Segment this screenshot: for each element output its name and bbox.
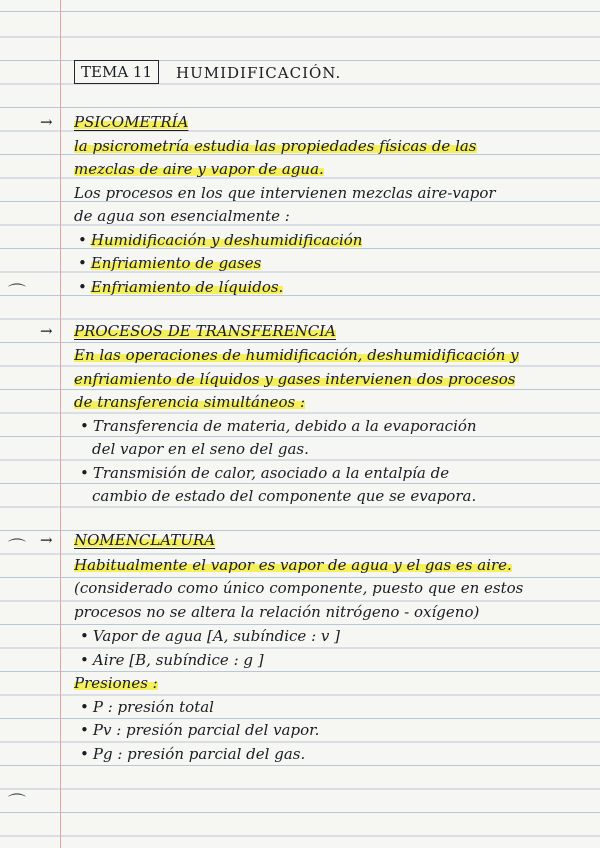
bullet-icon: • — [80, 417, 89, 435]
bullet-icon: • — [80, 745, 89, 763]
paragraph-line: enfriamiento de líquidos y gases intervienen dos procesos — [74, 370, 516, 388]
paragraph-line: (considerado como único componente, puesto que en estos — [74, 579, 524, 597]
list-item: • Enfriamiento de gases — [78, 254, 262, 272]
arrow-icon: → — [40, 113, 53, 131]
list-item: • P : presión total — [80, 698, 214, 716]
list-item: • Pv : presión parcial del vapor. — [80, 721, 320, 739]
binder-ring-icon: ⌒ — [8, 793, 26, 814]
bullet-icon: • — [78, 231, 87, 249]
bullet-icon: • — [80, 627, 89, 645]
bullet-icon: • — [80, 698, 89, 716]
paragraph-line: procesos no se altera la relación nitrógeno - oxígeno) — [74, 603, 480, 621]
list-item: • Enfriamiento de líquidos. — [78, 278, 284, 296]
paragraph-line: Habitualmente el vapor es vapor de agua y el gas es aire. — [74, 556, 512, 574]
section-heading-psicometria: PSICOMETRÍA — [74, 113, 189, 131]
list-item: • Transmisión de calor, asociado a la entalpía de — [80, 464, 450, 482]
paragraph-line: mezclas de aire y vapor de agua. — [74, 160, 324, 178]
bullet-icon: • — [80, 651, 89, 669]
binder-ring-icon: ⌒ — [8, 538, 26, 559]
page-title: HUMIDIFICACIÓN. — [176, 64, 342, 82]
bullet-icon: • — [78, 254, 87, 272]
paragraph-line: Los procesos en los que intervienen mezclas aire-vapor — [74, 184, 496, 202]
list-item-continued: del vapor en el seno del gas. — [92, 440, 309, 458]
tema-label: TEMA 11 — [81, 63, 153, 81]
bullet-icon: • — [78, 278, 87, 296]
binder-ring-icon: ⌒ — [8, 283, 26, 304]
paragraph-line: de transferencia simultáneos : — [74, 393, 306, 411]
tema-label-box — [74, 60, 159, 84]
arrow-icon: → — [40, 322, 53, 340]
paragraph-line: de agua son esencialmente : — [74, 207, 290, 225]
bullet-icon: • — [80, 464, 89, 482]
list-item: • Transferencia de materia, debido a la evaporación — [80, 417, 477, 435]
bullet-icon: • — [80, 721, 89, 739]
presiones-label: Presiones : — [74, 674, 158, 692]
arrow-icon: → — [40, 531, 53, 549]
list-item: • Aire [B, subíndice : g ] — [80, 651, 264, 669]
section-heading-nomenclatura: NOMENCLATURA — [74, 531, 216, 549]
list-item: • Vapor de agua [A, subíndice : v ] — [80, 627, 340, 645]
paragraph-line: En las operaciones de humidificación, deshumidificación y — [74, 346, 519, 364]
paragraph-line: la psicrometría estudia las propiedades físicas de las — [74, 137, 477, 155]
list-item-continued: cambio de estado del componente que se evapora. — [92, 487, 477, 505]
list-item: • Humidificación y deshumidificación — [78, 231, 363, 249]
list-item: • Pg : presión parcial del gas. — [80, 745, 306, 763]
section-heading-procesos: PROCESOS DE TRANSFERENCIA — [74, 322, 336, 340]
